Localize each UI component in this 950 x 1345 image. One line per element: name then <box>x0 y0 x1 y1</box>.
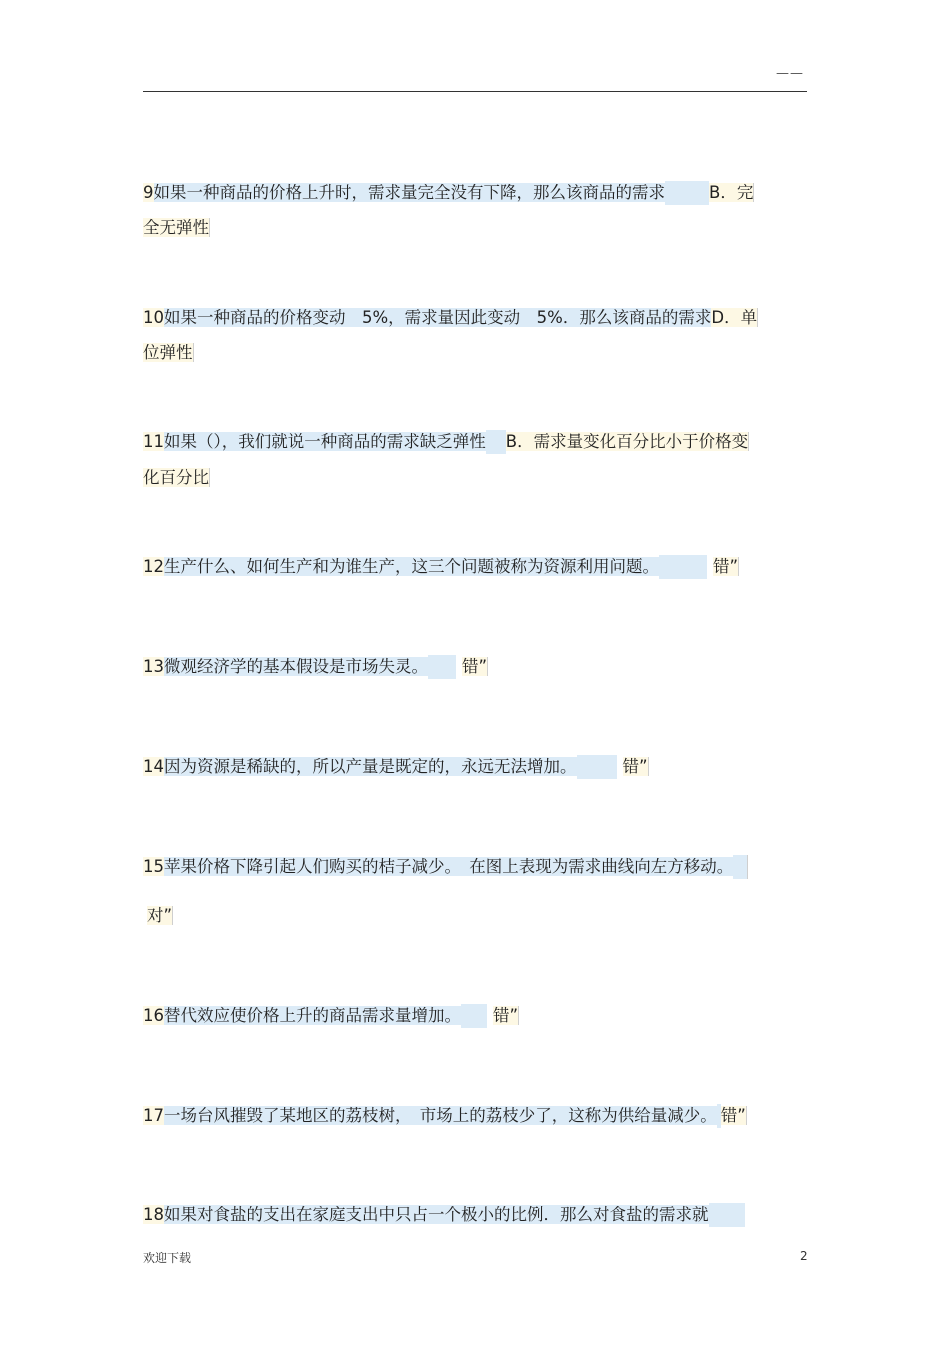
question-15-line-2 <box>143 904 173 928</box>
question-15-line-1 <box>143 855 748 879</box>
question-17 <box>143 1104 747 1128</box>
answer-text: 错” <box>462 657 488 676</box>
answer-text: D．单 <box>711 308 758 327</box>
question-13 <box>143 655 488 679</box>
question-18 <box>143 1203 745 1227</box>
question-11-line-2 <box>143 466 210 490</box>
question-9-line-1 <box>143 181 754 205</box>
question-16 <box>143 1004 519 1028</box>
question-14 <box>143 755 649 779</box>
question-number: 9 <box>143 183 154 202</box>
question-text: 苹果价格下降引起人们购买的桔子减少。 在图上表现为需求曲线向左方移动。 <box>164 857 734 876</box>
answer-text: 错” <box>713 557 739 576</box>
question-text: 如果（），我们就说一种商品的需求缺乏弹性 <box>164 432 486 451</box>
question-text: 如果一种商品的价格变动 5%，需求量因此变动 5%．那么该商品的需求 <box>164 308 712 327</box>
question-number: 12 <box>143 557 164 576</box>
question-text: 生产什么、如何生产和为谁生产，这三个问题被称为资源利用问题。 <box>164 557 659 576</box>
question-text: 一场台风摧毁了某地区的荔枝树， 市场上的荔枝少了，这称为供给量减少。 <box>164 1106 717 1125</box>
question-text: 因为资源是稀缺的，所以产量是既定的，永远无法增加。 <box>164 757 577 776</box>
question-text: 如果一种商品的价格上升时，需求量完全没有下降，那么该商品的需求 <box>153 183 665 202</box>
answer-text: 化百分比 <box>143 468 209 487</box>
question-number: 15 <box>143 857 164 876</box>
answer-text: 错” <box>720 1106 746 1125</box>
question-number: 18 <box>143 1205 164 1224</box>
question-number: 16 <box>143 1006 164 1025</box>
question-text: 如果对食盐的支出在家庭支出中只占一个极小的比例．那么对食盐的需求就 <box>164 1205 709 1224</box>
question-10-line-1 <box>143 306 758 330</box>
answer-text: 错” <box>493 1006 519 1025</box>
answer-text: B．需求量变化百分比小于价格变 <box>505 432 749 451</box>
answer-text: 全无弹性 <box>143 218 209 237</box>
question-11-line-1 <box>143 430 749 454</box>
answer-text: 错” <box>622 757 648 776</box>
answer-text: 位弹性 <box>143 343 193 362</box>
question-number: 10 <box>143 308 164 327</box>
question-12 <box>143 555 739 579</box>
question-number: 11 <box>143 432 164 451</box>
question-number: 17 <box>143 1106 164 1125</box>
page-number: 2 <box>800 1249 808 1263</box>
answer-text: 对” <box>147 906 173 925</box>
answer-text: B．完 <box>709 183 754 202</box>
question-9-line-2 <box>143 216 210 240</box>
question-10-line-2 <box>143 341 194 365</box>
question-number: 14 <box>143 757 164 776</box>
question-text: 替代效应使价格上升的商品需求量增加。 <box>164 1006 461 1025</box>
header-mark: —— <box>776 66 804 81</box>
footer-label: 欢迎下载 <box>143 1251 192 1265</box>
header-rule <box>143 91 807 92</box>
question-number: 13 <box>143 657 164 676</box>
question-text: 微观经济学的基本假设是市场失灵。 <box>164 657 428 676</box>
